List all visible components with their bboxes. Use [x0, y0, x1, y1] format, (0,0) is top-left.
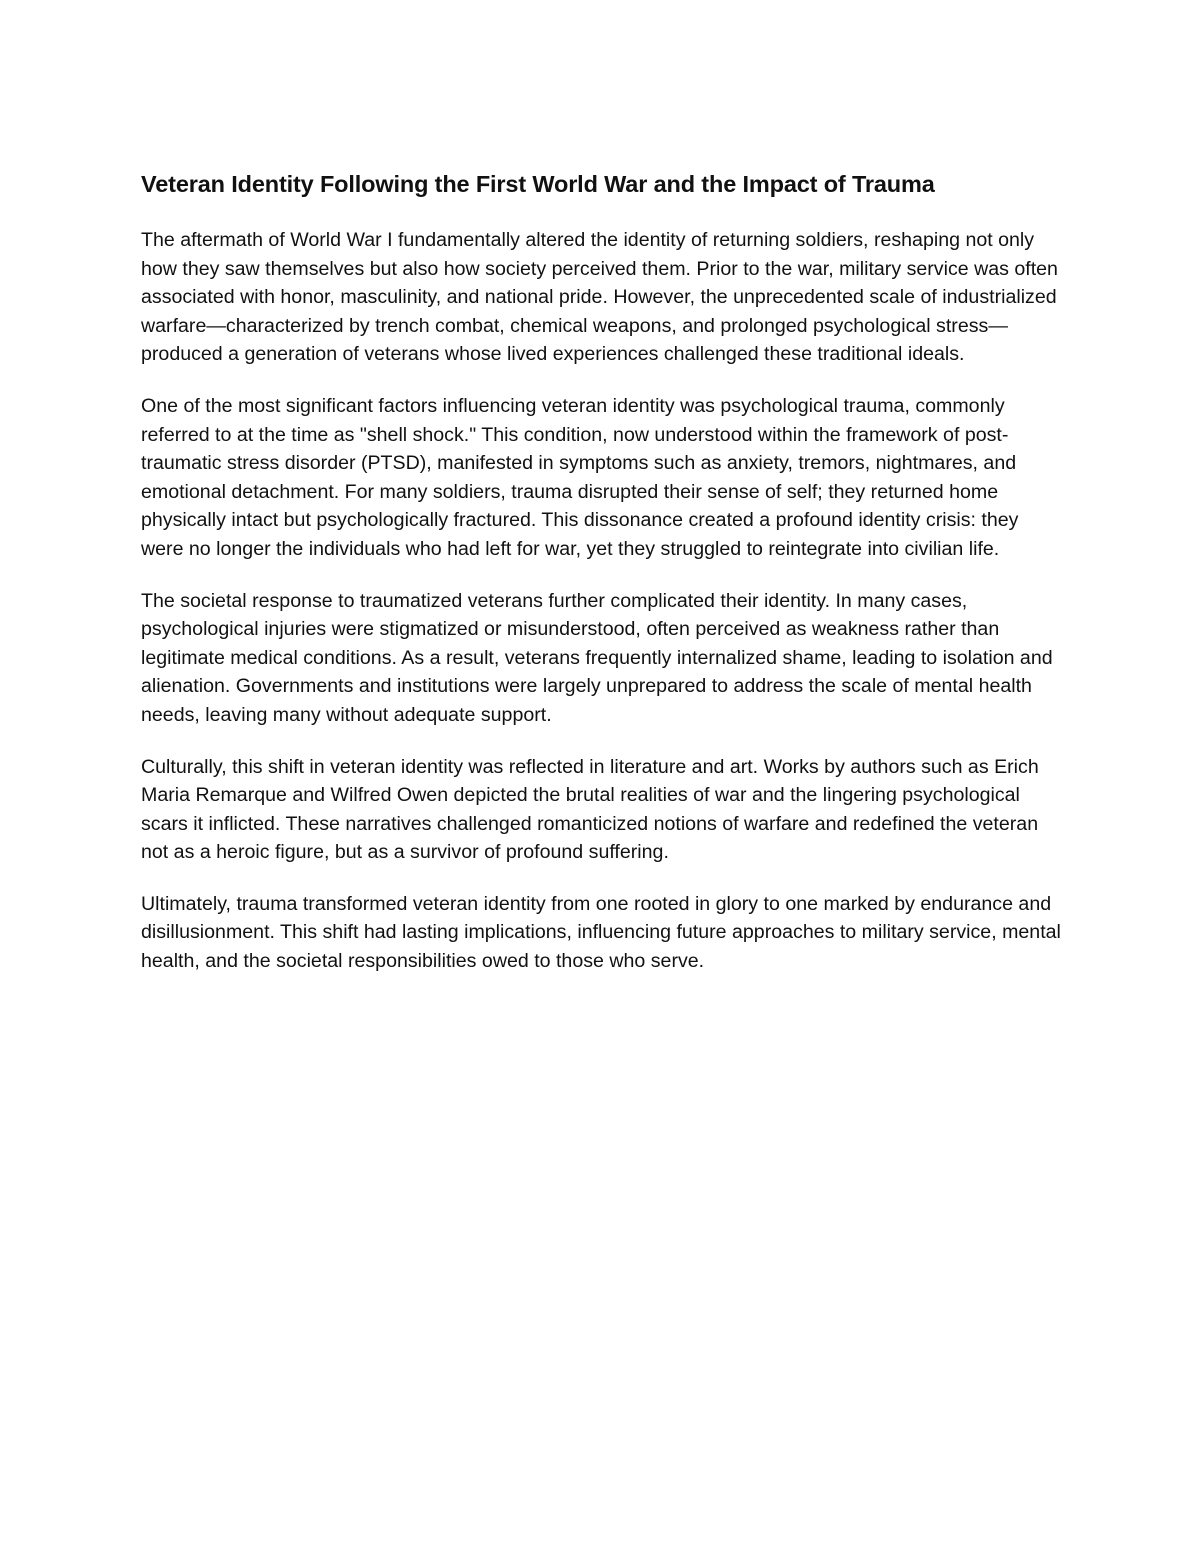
- document-title: Veteran Identity Following the First World War and the Impact of Trauma: [141, 171, 935, 197]
- paragraph-2: One of the most significant factors influencing veteran identity was psychological trauma, commonly referred to at the time as "shell shock." This condition, now understood within the framework of post-traumatic stress disorder (PTSD), manifested in symptoms such as anxiety, tremors, nightmares, and emotional detachment. For many soldiers, trauma disrupted their sense of self; they returned home physically intact but psychologically fractured. This dissonance created a profound identity crisis: they were no longer the individuals who had left for war, yet they struggled to reintegrate into civilian life.: [141, 394, 1019, 560]
- paragraph-5: Ultimately, trauma transformed veteran identity from one rooted in glory to one marked by endurance and disillusionment. This shift had lasting implications, influencing future approaches to military service, mental health, and the societal responsibilities owed to those who serve.: [141, 892, 1061, 973]
- paragraph-4: Culturally, this shift in veteran identity was reflected in literature and art. Works by authors such as Erich Maria Remarque and Wilfred Owen depicted the brutal realities of war and the lingering psychological scars it inflicted. These narratives challenged romanticized notions of warfare and redefined the veteran not as a heroic figure, but as a survivor of profound suffering.: [141, 755, 1039, 864]
- paragraph-1: The aftermath of World War I fundamentally altered the identity of returning soldiers, reshaping not only how they saw themselves but also how society perceived them. Prior to the war, military service was often associated with honor, masculinity, and national pride. However, the unprecedented scale of industrialized warfare—characterized by trench combat, chemical weapons, and prolonged psychological stress—produced a generation of veterans whose lived experiences challenged these traditional ideals.: [141, 229, 1058, 366]
- document-body: [141, 168, 1066, 999]
- paragraph-3: The societal response to traumatized veterans further complicated their identity. In many cases, psychological injuries were stigmatized or misunderstood, often perceived as weakness rather than legitimate medical conditions. As a result, veterans frequently internalized shame, leading to isolation and alienation. Governments and institutions were largely unprepared to address the scale of mental health needs, leaving many without adequate support.: [141, 589, 1053, 726]
